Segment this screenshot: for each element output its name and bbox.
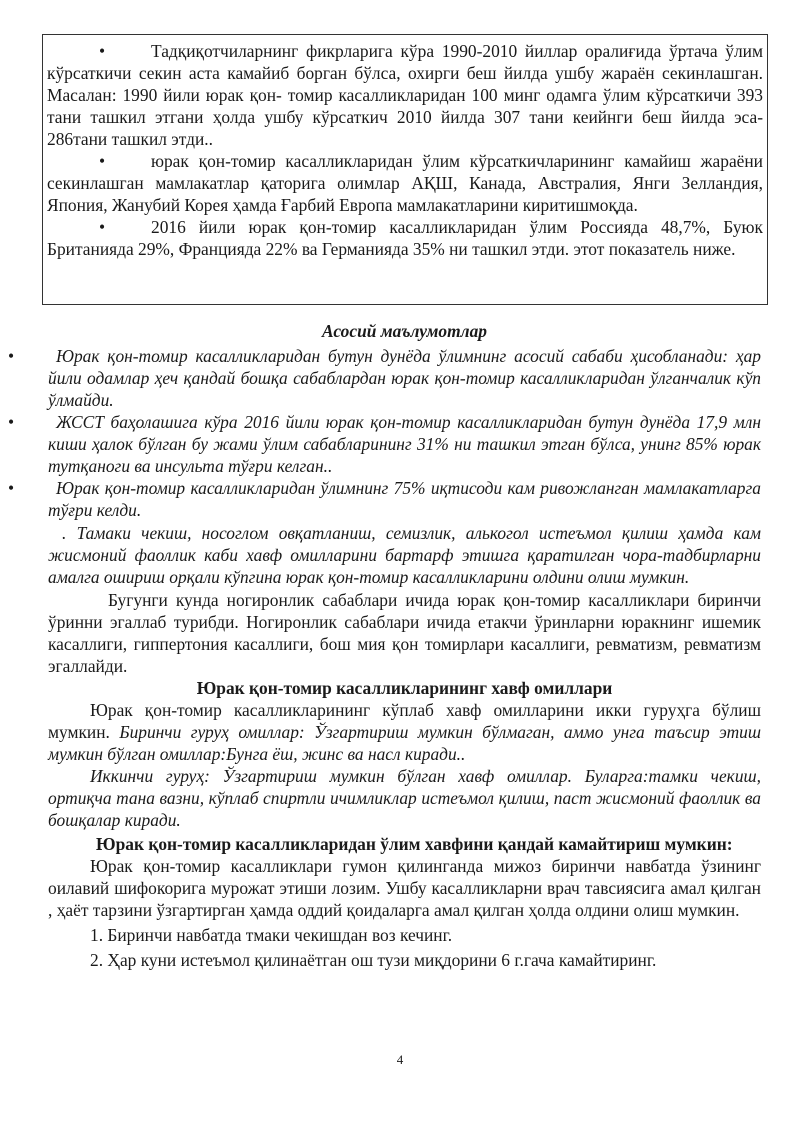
box-bullet-text-2: юрак қон-томир касалликларидан ўлим кўрсаткичларининг камайиш жараёни секинлашган мамлакатлар қаторига олимлар АҚШ, Канада, Австралия, Янги Зелландия, Япония, Жанубий Корея ҳамда Ғарбий Европа мамлакатларини киритишмоқда.	[47, 151, 763, 215]
reduce-risk-heading: Юрак қон-томир касалликларидан ўлим хавфини қандай камайтириш мумкин:	[96, 834, 733, 854]
box-bullet-1	[47, 40, 763, 150]
bullet-icon: •	[99, 217, 106, 237]
fact-text-3: Юрак қон-томир касалликларидан ўлимнинг 75% иқтисоди кам ривожланган мамлакатларга тўғри келди.	[48, 478, 761, 520]
risk-intro-text: Юрак қон-томир касалликларининг кўплаб хавф омилларини икки гуруҳга бўлиш мумкин.	[48, 700, 761, 742]
bullet-icon: •	[99, 151, 106, 171]
list-item-2: 2. Ҳар куни истеъмол қилинаётган ош тузи миқдорини 6 г.гача камайтиринг.	[90, 950, 657, 970]
fact-text-1: Юрак қон-томир касалликларидан бутун дунёда ўлимнинг асосий сабаби ҳисобланади: ҳар йили одамлар ҳеч қандай бошқа сабаблардан юрак қон-томир касалликларидан ўлганчалик кўп ўлмайди.	[48, 346, 761, 410]
main-content	[8, 320, 762, 971]
page-number: 4	[396, 1052, 404, 1067]
fact-4: . Тамаки чекиш, носоглом овқатланиш, семизлик, алькогол истеъмол қилиш ҳамда кам жисмоний фаоллик каби хавф омилларини бартарф этишга қаратилган чора-тадбирларни амалга ошириш орқали кўпгина юрак қон-томир касалликларини олдини олиш мумкин.	[48, 523, 761, 587]
disability-paragraph: Бугунги кунда ногиронлик сабаблари ичида юрак қон-томир касалликлари биринчи ўринни эгаллаб турибди. Ногиронлик сабаблари ичида етакчи ўринларни юракнинг ишемик касаллиги, гиппертония касаллиги, бош мия қон томирлари касаллиги, ревматизм, ревматизм эгаллайди.	[48, 590, 761, 676]
box-bullet-text-1: Тадқиқотчиларнинг фикрларига кўра 1990-2010 йиллар оралиғида ўртача ўлим кўрсаткичи секин аста камайиб борган бўлса, охирги беш йилда ушбу жараён секинлашган. Масалан: 1990 йили юрак қон- томир касалликларидан 100 минг одамга ўлим кўрсаткичи 393 тани ташкил этгани ҳолда ушбу кўрсаткич 2010 йилда 307 тани кеийнги беш йилда эса- 286тани ташкил этди..	[47, 41, 763, 149]
risk-group-1-text: Биринчи гуруҳ омиллар: Ўзгартириш мумкин бўлмаган, аммо унга таъсир этиш мумкин бўлган омиллар:Бунга ёш, жинс ва насл киради..	[48, 722, 762, 764]
section-title: Асосий маълумотлар	[322, 321, 487, 341]
summary-box	[42, 34, 768, 305]
bullet-icon: •	[99, 41, 106, 61]
list-item-1: 1. Биринчи навбатда тмаки чекишдан воз кечинг.	[90, 925, 453, 945]
fact-1	[8, 345, 761, 411]
reduce-risk-paragraph: Юрак қон-томир касалликлари гумон қилинганда мижоз биринчи навбатда ўзининг оилавий шифокорига мурожат этиши лозим. Ушбу касалликларни врач тавсиясига амал қилган , ҳаёт тарзини ўзгартирган ҳамда оддий қоидаларга амал қилган ҳолда олдини олиш мумкин.	[48, 856, 761, 920]
fact-text-2: ЖССТ баҳолашига кўра 2016 йили юрак қон-томир касалликларидан бутун дунёда 17,9 млн киши ҳалок бўлган бу жами ўлим сабабларининг 31% ни ташкил этган бўлса, унинг 85% юрак тутқаноги ва инсульта тўғри келган..	[48, 412, 761, 476]
risk-intro-paragraph	[48, 699, 761, 765]
risk-factors-heading: Юрак қон-томир касалликларининг хавф омиллари	[196, 678, 613, 698]
bullet-icon: •	[8, 346, 15, 366]
box-bullet-text-3: 2016 йили юрак қон-томир касалликларидан ўлим Россияда 48,7%, Буюк Британияда 29%, Францияда 22% ва Германияда 35% ни ташкил этди. этот показатель ниже.	[47, 217, 763, 259]
fact-2	[8, 411, 761, 477]
box-bullet-2	[47, 150, 763, 216]
bullet-icon: •	[8, 412, 15, 432]
bullet-icon: •	[8, 478, 15, 498]
box-bullet-3	[47, 216, 763, 260]
risk-group-2-paragraph: Иккинчи гуруҳ: Ўзгартириш мумкин бўлган хавф омиллар. Буларга:тамки чекиш, ортиқча тана вазни, кўплаб спиртли ичимликлар истеъмол қилиш, паст жисмоний фаоллик ва бошқалар киради.	[48, 766, 761, 830]
fact-3	[8, 477, 761, 521]
